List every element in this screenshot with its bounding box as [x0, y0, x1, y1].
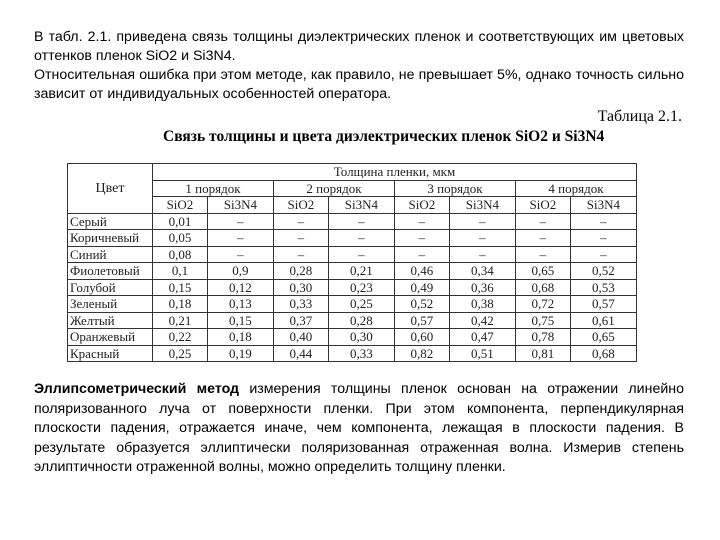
value-cell: 0,25: [153, 345, 208, 362]
table-row: [68, 345, 637, 362]
thickness-color-table: [67, 163, 637, 362]
material-header: Si3N4: [449, 197, 515, 214]
thickness-header: Толщина пленки, мкм: [153, 164, 637, 181]
value-cell: 0,44: [273, 345, 328, 362]
order-header: 2 порядок: [273, 180, 394, 197]
color-cell: Коричневый: [68, 230, 153, 247]
table-row: [68, 230, 637, 247]
value-cell: 0,57: [570, 296, 636, 313]
value-cell: 0,08: [153, 246, 208, 263]
color-header: Цвет: [68, 164, 153, 214]
material-header: SiO2: [273, 197, 328, 214]
material-header: Si3N4: [570, 197, 636, 214]
value-cell: –: [570, 246, 636, 263]
color-cell: Фиолетовый: [68, 263, 153, 280]
value-cell: 0,15: [207, 312, 273, 329]
value-cell: –: [273, 213, 328, 230]
value-cell: –: [449, 230, 515, 247]
value-cell: 0,33: [328, 345, 394, 362]
table-row: [68, 312, 637, 329]
value-cell: –: [207, 246, 273, 263]
value-cell: 0,9: [207, 263, 273, 280]
value-cell: –: [449, 246, 515, 263]
value-cell: –: [515, 230, 570, 247]
table-number: Таблица 2.1.: [597, 108, 682, 125]
value-cell: 0,22: [153, 329, 208, 346]
table-row: [68, 279, 637, 296]
value-cell: 0,57: [394, 312, 449, 329]
value-cell: 0,33: [273, 296, 328, 313]
color-cell: Серый: [68, 213, 153, 230]
value-cell: –: [273, 230, 328, 247]
order-header: 1 порядок: [153, 180, 274, 197]
intro-line2: Относительная ошибка при этом методе, как правило, не превышает 5%, однако точность сильно зависит от индивидуальных особенностей оператора.: [34, 67, 684, 102]
value-cell: –: [515, 246, 570, 263]
color-cell: Оранжевый: [68, 329, 153, 346]
value-cell: 0,60: [394, 329, 449, 346]
value-cell: –: [394, 213, 449, 230]
value-cell: 0,75: [515, 312, 570, 329]
value-cell: 0,18: [207, 329, 273, 346]
value-cell: –: [328, 230, 394, 247]
material-header: SiO2: [153, 197, 208, 214]
material-header: SiO2: [394, 197, 449, 214]
color-cell: Синий: [68, 246, 153, 263]
material-header: Si3N4: [207, 197, 273, 214]
value-cell: 0,72: [515, 296, 570, 313]
value-cell: 0,18: [153, 296, 208, 313]
value-cell: 0,78: [515, 329, 570, 346]
table-row: [68, 213, 637, 230]
value-cell: 0,23: [328, 279, 394, 296]
value-cell: 0,36: [449, 279, 515, 296]
value-cell: –: [394, 230, 449, 247]
value-cell: 0,12: [207, 279, 273, 296]
value-cell: 0,68: [570, 345, 636, 362]
value-cell: 0,37: [273, 312, 328, 329]
value-cell: 0,52: [570, 263, 636, 280]
value-cell: 0,65: [515, 263, 570, 280]
table-caption: Связь толщины и цвета диэлектрических пленок SiO2 и Si3N4: [163, 128, 605, 145]
table-row: [68, 246, 637, 263]
value-cell: 0,15: [153, 279, 208, 296]
value-cell: 0,28: [328, 312, 394, 329]
value-cell: –: [207, 213, 273, 230]
value-cell: –: [328, 213, 394, 230]
value-cell: –: [328, 246, 394, 263]
color-cell: Желтый: [68, 312, 153, 329]
value-cell: –: [570, 230, 636, 247]
ellipsometry-paragraph: [34, 380, 684, 478]
value-cell: –: [273, 246, 328, 263]
value-cell: 0,34: [449, 263, 515, 280]
value-cell: 0,01: [153, 213, 208, 230]
order-header: 4 порядок: [515, 180, 636, 197]
intro-text: [34, 28, 684, 104]
value-cell: 0,40: [273, 329, 328, 346]
value-cell: –: [207, 230, 273, 247]
value-cell: 0,61: [570, 312, 636, 329]
material-header: Si3N4: [328, 197, 394, 214]
value-cell: 0,19: [207, 345, 273, 362]
table-row: [68, 296, 637, 313]
value-cell: 0,1: [153, 263, 208, 280]
value-cell: 0,53: [570, 279, 636, 296]
value-cell: 0,21: [328, 263, 394, 280]
value-cell: 0,49: [394, 279, 449, 296]
value-cell: 0,30: [273, 279, 328, 296]
value-cell: 0,25: [328, 296, 394, 313]
value-cell: 0,21: [153, 312, 208, 329]
value-cell: –: [515, 213, 570, 230]
value-cell: 0,82: [394, 345, 449, 362]
value-cell: 0,81: [515, 345, 570, 362]
value-cell: 0,47: [449, 329, 515, 346]
value-cell: 0,65: [570, 329, 636, 346]
ellipsometry-term: Эллипсометрический метод: [34, 381, 240, 397]
value-cell: 0,46: [394, 263, 449, 280]
value-cell: 0,42: [449, 312, 515, 329]
value-cell: 0,13: [207, 296, 273, 313]
value-cell: 0,28: [273, 263, 328, 280]
table-row: [68, 329, 637, 346]
value-cell: 0,05: [153, 230, 208, 247]
value-cell: 0,30: [328, 329, 394, 346]
intro-line1: В табл. 2.1. приведена связь толщины диэлектрических пленок и соответствующих им цветовых оттенков пленок SiO2 и Si3N4.: [34, 29, 684, 64]
value-cell: 0,38: [449, 296, 515, 313]
table-row: [68, 263, 637, 280]
color-cell: Красный: [68, 345, 153, 362]
order-header: 3 порядок: [394, 180, 515, 197]
color-cell: Зеленый: [68, 296, 153, 313]
value-cell: 0,52: [394, 296, 449, 313]
value-cell: –: [570, 213, 636, 230]
value-cell: 0,51: [449, 345, 515, 362]
value-cell: 0,68: [515, 279, 570, 296]
value-cell: –: [394, 246, 449, 263]
ellipsometry-text: измерения толщины пленок основан на отражении линейно поляризованного луча от поверхности пленки. При этом компонента, перпендикулярная плоскости падения, отражается иначе, чем компонента, лежащая в плоскости падения. В результате образуется эллиптически поляризованная отраженная волна. Измерив степень эллиптичности отраженной волны, можно определить толщину пленки.: [34, 381, 684, 475]
value-cell: –: [449, 213, 515, 230]
color-cell: Голубой: [68, 279, 153, 296]
material-header: SiO2: [515, 197, 570, 214]
